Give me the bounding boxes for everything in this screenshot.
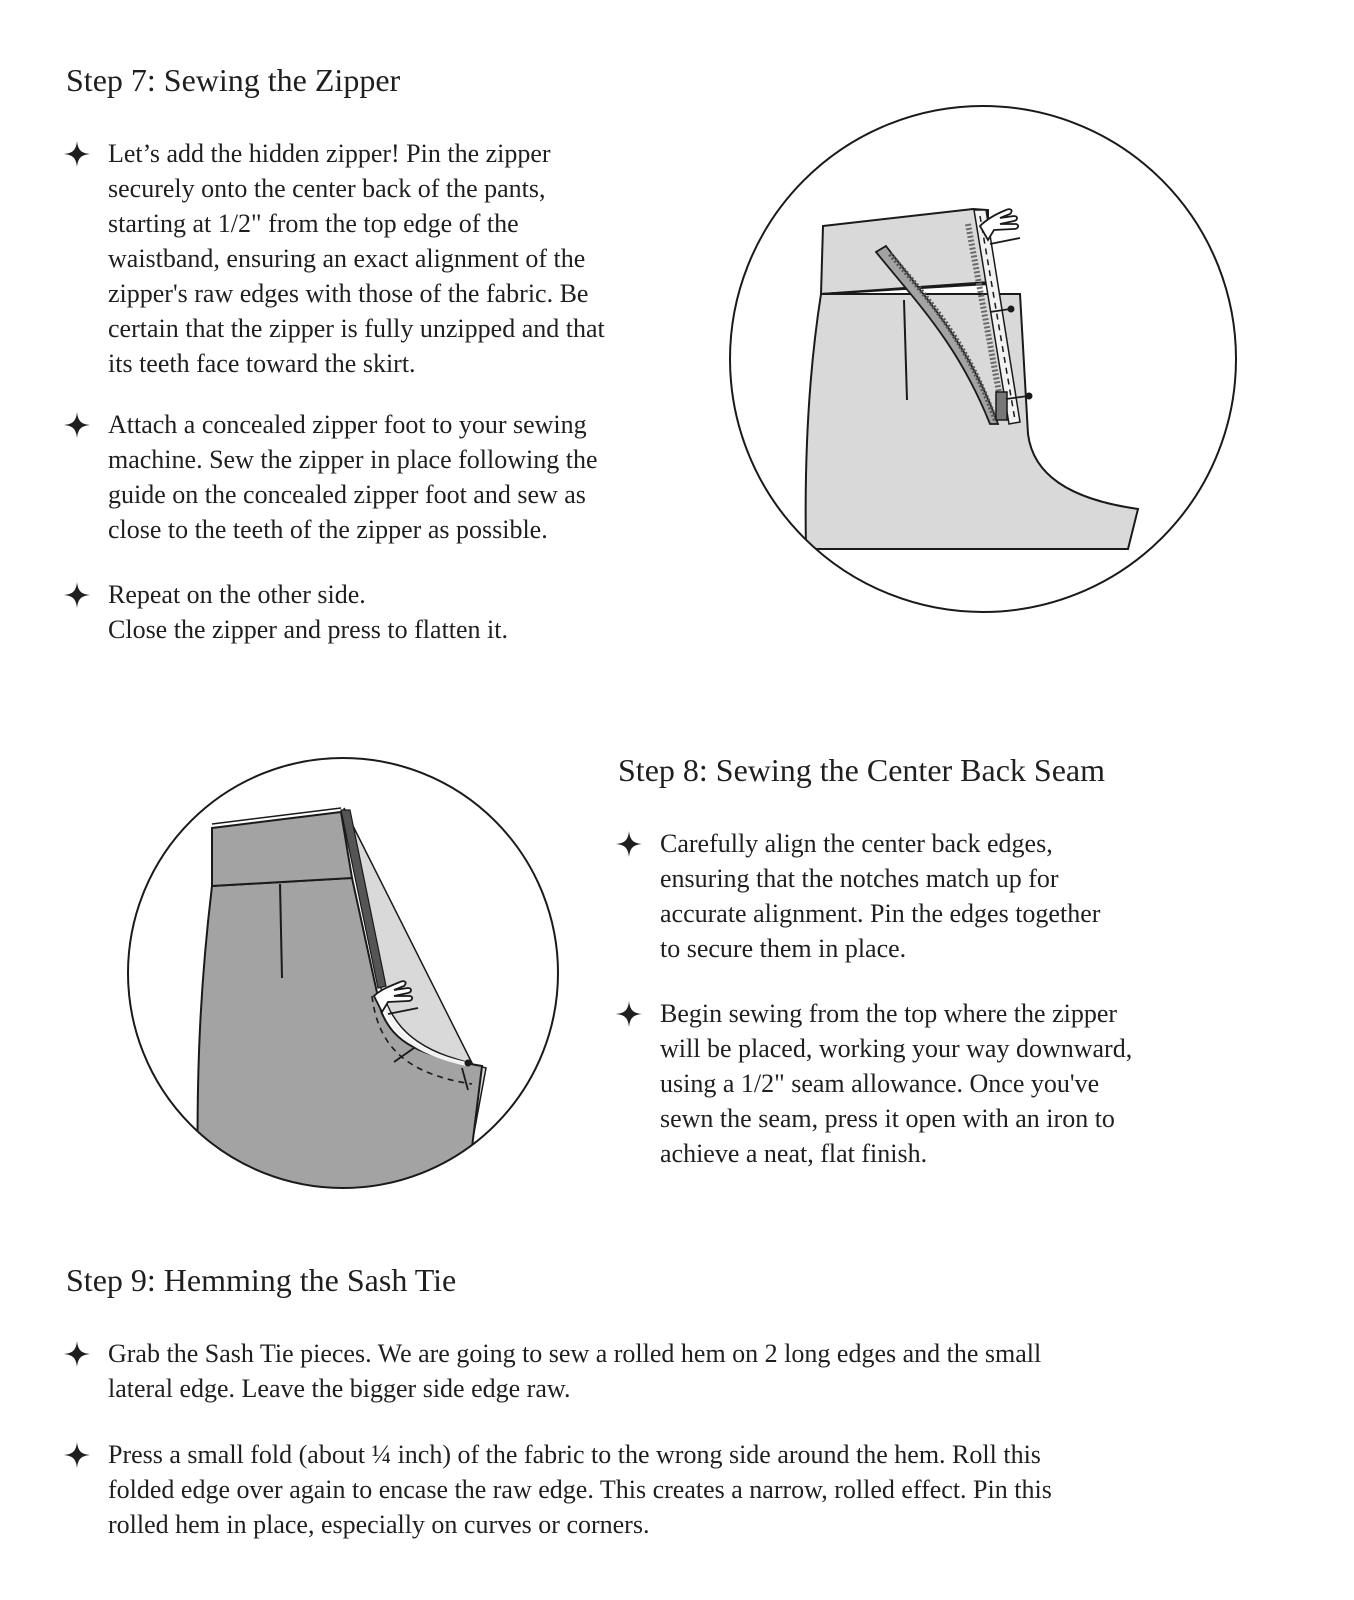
bullet-line: Repeat on the other side. xyxy=(108,580,366,609)
bullet-line: using a 1/2" seam allowance. Once you've xyxy=(660,1069,1100,1098)
step8-bullet-1 xyxy=(660,826,1300,966)
four-point-star-icon xyxy=(62,1339,92,1369)
bullet-line: folded edge over again to encase the raw edge. This creates a narrow, rolled effect. Pin this xyxy=(108,1475,1052,1504)
bullet-line: guide on the concealed zipper foot and sew as xyxy=(108,480,586,509)
bullet-line: achieve a neat, flat finish. xyxy=(660,1139,928,1168)
bullet-line: Begin sewing from the top where the zipper xyxy=(660,999,1118,1028)
step7-bullet-3 xyxy=(108,577,708,647)
bullet-line: rolled hem in place, especially on curves or corners. xyxy=(108,1510,650,1539)
bullet-line: Grab the Sash Tie pieces. We are going to sew a rolled hem on 2 long edges and the small xyxy=(108,1339,1042,1368)
bullet-line: Press a small fold (about ¼ inch) of the fabric to the wrong side around the hem. Roll this xyxy=(108,1440,1041,1469)
bullet-line: zipper's raw edges with those of the fabric. Be xyxy=(108,279,589,308)
bullet-line: Carefully align the center back edges, xyxy=(660,829,1053,858)
bullet-line: accurate alignment. Pin the edges together xyxy=(660,899,1101,928)
bullet-line: starting at 1/2" from the top edge of the xyxy=(108,209,519,238)
step7-bullet-1 xyxy=(108,136,708,381)
bullet-line: certain that the zipper is fully unzipped and that xyxy=(108,314,605,343)
step9-title: Step 9: Hemming the Sash Tie xyxy=(66,1262,457,1298)
four-point-star-icon xyxy=(62,139,92,169)
bullet-line: Let’s add the hidden zipper! Pin the zipper xyxy=(108,139,551,168)
four-point-star-icon xyxy=(62,410,92,440)
step8-bullet-2 xyxy=(660,996,1300,1171)
center-back-seam-illustration xyxy=(126,756,560,1190)
bullet-line: securely onto the center back of the pants, xyxy=(108,174,546,203)
step7-title: Step 7: Sewing the Zipper xyxy=(66,62,401,98)
bullet-line: waistband, ensuring an exact alignment of the xyxy=(108,244,586,273)
bullet-line: machine. Sew the zipper in place following the xyxy=(108,445,598,474)
four-point-star-icon xyxy=(614,829,644,859)
step9-bullet-1 xyxy=(108,1336,1318,1406)
step7-bullet-2 xyxy=(108,407,708,547)
bullet-line: Close the zipper and press to flatten it. xyxy=(108,615,509,644)
step8-title: Step 8: Sewing the Center Back Seam xyxy=(618,752,1106,788)
bullet-line: sewn the seam, press it open with an iron to xyxy=(660,1104,1115,1133)
bullet-line: ensuring that the notches match up for xyxy=(660,864,1059,893)
bullet-line: will be placed, working your way downward, xyxy=(660,1034,1133,1063)
four-point-star-icon xyxy=(62,580,92,610)
four-point-star-icon xyxy=(614,999,644,1029)
bullet-line: close to the teeth of the zipper as possible. xyxy=(108,515,548,544)
four-point-star-icon xyxy=(62,1440,92,1470)
bullet-line: to secure them in place. xyxy=(660,934,907,963)
bullet-line: lateral edge. Leave the bigger side edge raw. xyxy=(108,1374,571,1403)
bullet-line: its teeth face toward the skirt. xyxy=(108,349,416,378)
bullet-line: Attach a concealed zipper foot to your sewing xyxy=(108,410,587,439)
step9-bullet-2 xyxy=(108,1437,1318,1542)
zipper-illustration xyxy=(728,104,1238,614)
